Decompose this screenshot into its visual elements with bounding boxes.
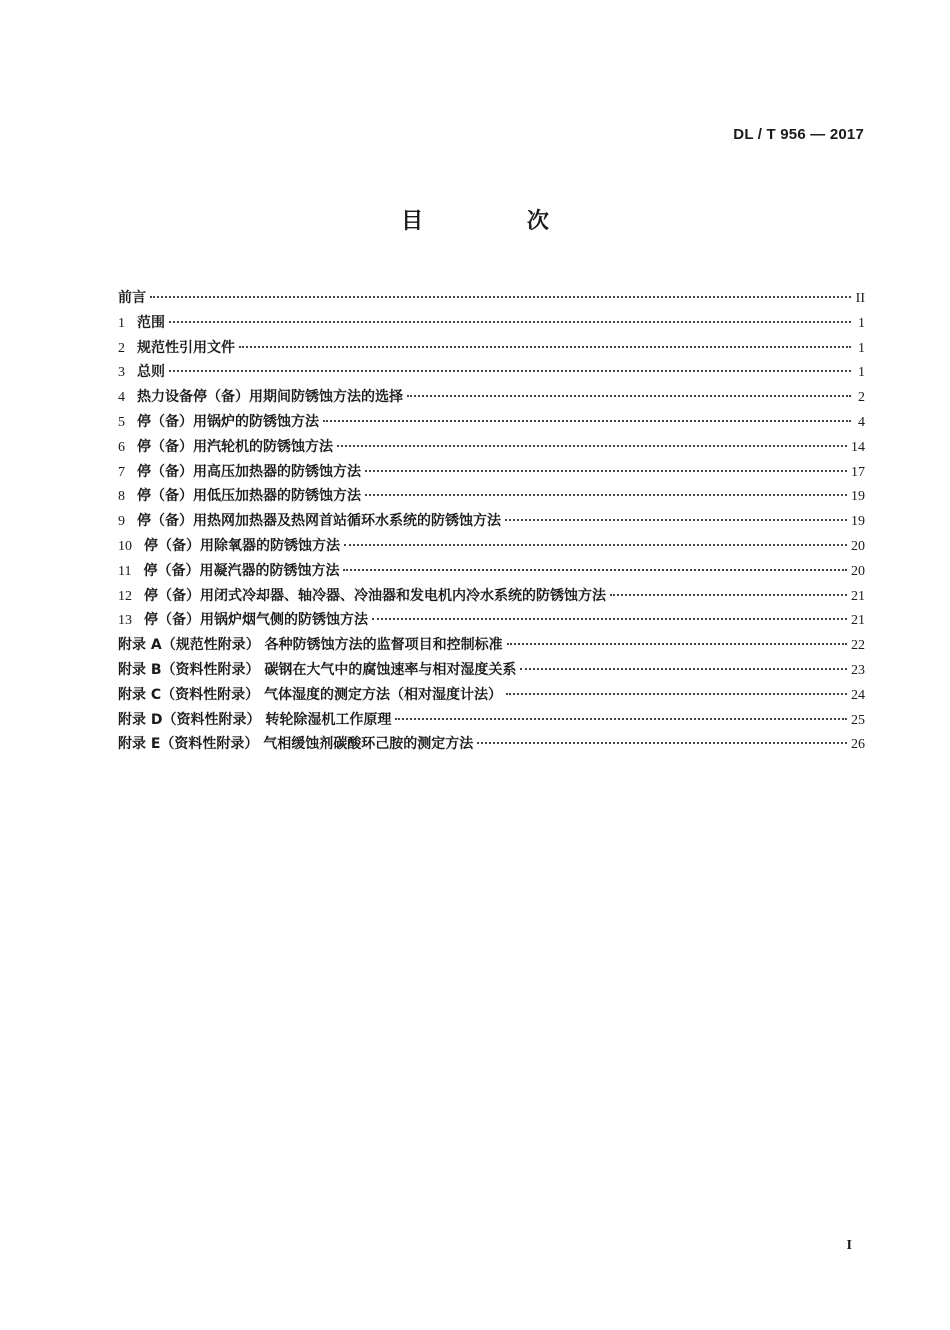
toc-entry[interactable] bbox=[118, 484, 865, 509]
toc-entry[interactable] bbox=[118, 336, 865, 361]
toc-entry-label: 停（备）用闭式冷却器、轴冷器、冷油器和发电机内冷水系统的防锈蚀方法 bbox=[144, 587, 606, 604]
toc-entry[interactable] bbox=[118, 683, 865, 708]
toc-dot-leader bbox=[150, 296, 851, 298]
toc-entry-page: 14 bbox=[851, 439, 865, 455]
toc-entry-page: 21 bbox=[851, 613, 865, 629]
toc-dot-leader bbox=[239, 346, 851, 348]
toc-entry-page: 1 bbox=[858, 365, 865, 381]
toc-entry[interactable] bbox=[118, 286, 865, 311]
toc-entry-label: 附录 D（资料性附录） 转轮除湿机工作原理 bbox=[118, 711, 392, 728]
toc-dot-leader bbox=[520, 668, 847, 670]
toc-entry-number: 1 bbox=[118, 315, 125, 331]
toc-entry-page: 23 bbox=[851, 662, 865, 678]
toc-entry-label: 停（备）用锅炉的防锈蚀方法 bbox=[137, 413, 319, 430]
toc-entry[interactable] bbox=[118, 360, 865, 385]
toc-entry-number: 13 bbox=[118, 613, 132, 629]
toc-dot-leader bbox=[372, 618, 847, 620]
toc-entry-label: 前言 bbox=[118, 290, 146, 306]
toc-entry-page: 2 bbox=[858, 390, 865, 406]
toc-entry-number: 10 bbox=[118, 538, 132, 554]
toc-dot-leader bbox=[506, 693, 847, 695]
toc-entry-page: 25 bbox=[851, 712, 865, 728]
toc-entry-number: 8 bbox=[118, 489, 125, 505]
toc-entry-label: 停（备）用凝汽器的防锈蚀方法 bbox=[143, 562, 340, 579]
toc-entry-number: 12 bbox=[118, 588, 132, 604]
toc-dot-leader bbox=[507, 643, 847, 645]
toc-entry-label: 停（备）用汽轮机的防锈蚀方法 bbox=[137, 438, 333, 455]
toc-entry-label: 规范性引用文件 bbox=[137, 339, 235, 356]
toc-entry[interactable] bbox=[118, 534, 865, 559]
toc-entry-page: 19 bbox=[851, 514, 865, 530]
toc-entry-label: 总则 bbox=[137, 364, 165, 381]
toc-entry-page: 20 bbox=[851, 538, 865, 554]
toc-entry-number: 11 bbox=[118, 563, 132, 579]
toc-entry-label: 附录 E（资料性附录） 气相缓蚀剂碳酸环己胺的测定方法 bbox=[118, 736, 474, 753]
toc-entry-number: 9 bbox=[118, 514, 125, 530]
toc-entry-label: 范围 bbox=[137, 314, 165, 331]
toc-entry-page: II bbox=[855, 291, 865, 306]
toc-entry-page: 21 bbox=[851, 588, 865, 604]
toc-entry[interactable] bbox=[118, 708, 865, 733]
toc-entry-label: 停（备）用高压加热器的防锈蚀方法 bbox=[137, 463, 361, 480]
toc-entry-number: 6 bbox=[118, 439, 125, 455]
toc-entry[interactable] bbox=[118, 584, 865, 609]
toc-entry-number: 7 bbox=[118, 464, 125, 480]
toc-entry-label: 停（备）用除氧器的防锈蚀方法 bbox=[144, 537, 340, 554]
toc-dot-leader bbox=[395, 718, 847, 720]
toc-entry[interactable] bbox=[118, 608, 865, 633]
toc-dot-leader bbox=[344, 544, 847, 546]
toc-entry-page: 20 bbox=[851, 563, 865, 579]
toc-entry-number: 5 bbox=[118, 414, 125, 430]
toc-dot-leader bbox=[610, 594, 847, 596]
toc-dot-leader bbox=[169, 370, 851, 372]
toc-entry-number: 4 bbox=[118, 390, 125, 406]
toc-dot-leader bbox=[365, 470, 847, 472]
toc-entry[interactable] bbox=[118, 559, 865, 584]
toc-entry-page: 19 bbox=[851, 489, 865, 505]
toc-entry-label: 停（备）用锅炉烟气侧的防锈蚀方法 bbox=[144, 612, 368, 629]
toc-entry-page: 26 bbox=[851, 737, 865, 753]
toc-entry[interactable] bbox=[118, 311, 865, 336]
toc-entry-page: 17 bbox=[851, 464, 865, 480]
toc-entry-page: 22 bbox=[851, 638, 865, 654]
toc-entry-label: 附录 A（规范性附录） 各种防锈蚀方法的监督项目和控制标准 bbox=[118, 637, 503, 654]
toc-dot-leader bbox=[169, 321, 851, 323]
page-number: I bbox=[846, 1238, 852, 1253]
document-code: DL / T 956 — 2017 bbox=[733, 126, 864, 143]
toc-entry-label: 附录 B（资料性附录） 碳钢在大气中的腐蚀速率与相对湿度关系 bbox=[118, 661, 517, 678]
toc-entry-page: 24 bbox=[851, 687, 865, 703]
toc-entry-label: 热力设备停（备）用期间防锈蚀方法的选择 bbox=[137, 389, 403, 406]
toc-dot-leader bbox=[407, 395, 851, 397]
toc-entry-page: 4 bbox=[858, 414, 865, 430]
toc-entry[interactable] bbox=[118, 385, 865, 410]
toc-title: 目 次 bbox=[401, 209, 597, 234]
toc-dot-leader bbox=[477, 742, 847, 744]
toc-entry[interactable] bbox=[118, 633, 865, 658]
toc-dot-leader bbox=[323, 420, 851, 422]
toc-entry[interactable] bbox=[118, 435, 865, 460]
table-of-contents bbox=[118, 286, 865, 757]
toc-dot-leader bbox=[505, 519, 847, 521]
toc-entry-page: 1 bbox=[858, 340, 865, 356]
toc-entry-number: 2 bbox=[118, 340, 125, 356]
toc-entry[interactable] bbox=[118, 658, 865, 683]
toc-entry[interactable] bbox=[118, 460, 865, 485]
toc-entry-label: 停（备）用热网加热器及热网首站循环水系统的防锈蚀方法 bbox=[137, 513, 501, 530]
toc-entry[interactable] bbox=[118, 732, 865, 757]
toc-entry[interactable] bbox=[118, 410, 865, 435]
toc-entry[interactable] bbox=[118, 509, 865, 534]
toc-dot-leader bbox=[343, 569, 847, 571]
toc-entry-number: 3 bbox=[118, 365, 125, 381]
toc-dot-leader bbox=[365, 494, 847, 496]
toc-dot-leader bbox=[337, 445, 847, 447]
toc-entry-page: 1 bbox=[858, 315, 865, 331]
toc-entry-label: 附录 C（资料性附录） 气体湿度的测定方法（相对湿度计法） bbox=[118, 686, 503, 703]
toc-entry-label: 停（备）用低压加热器的防锈蚀方法 bbox=[137, 488, 361, 505]
